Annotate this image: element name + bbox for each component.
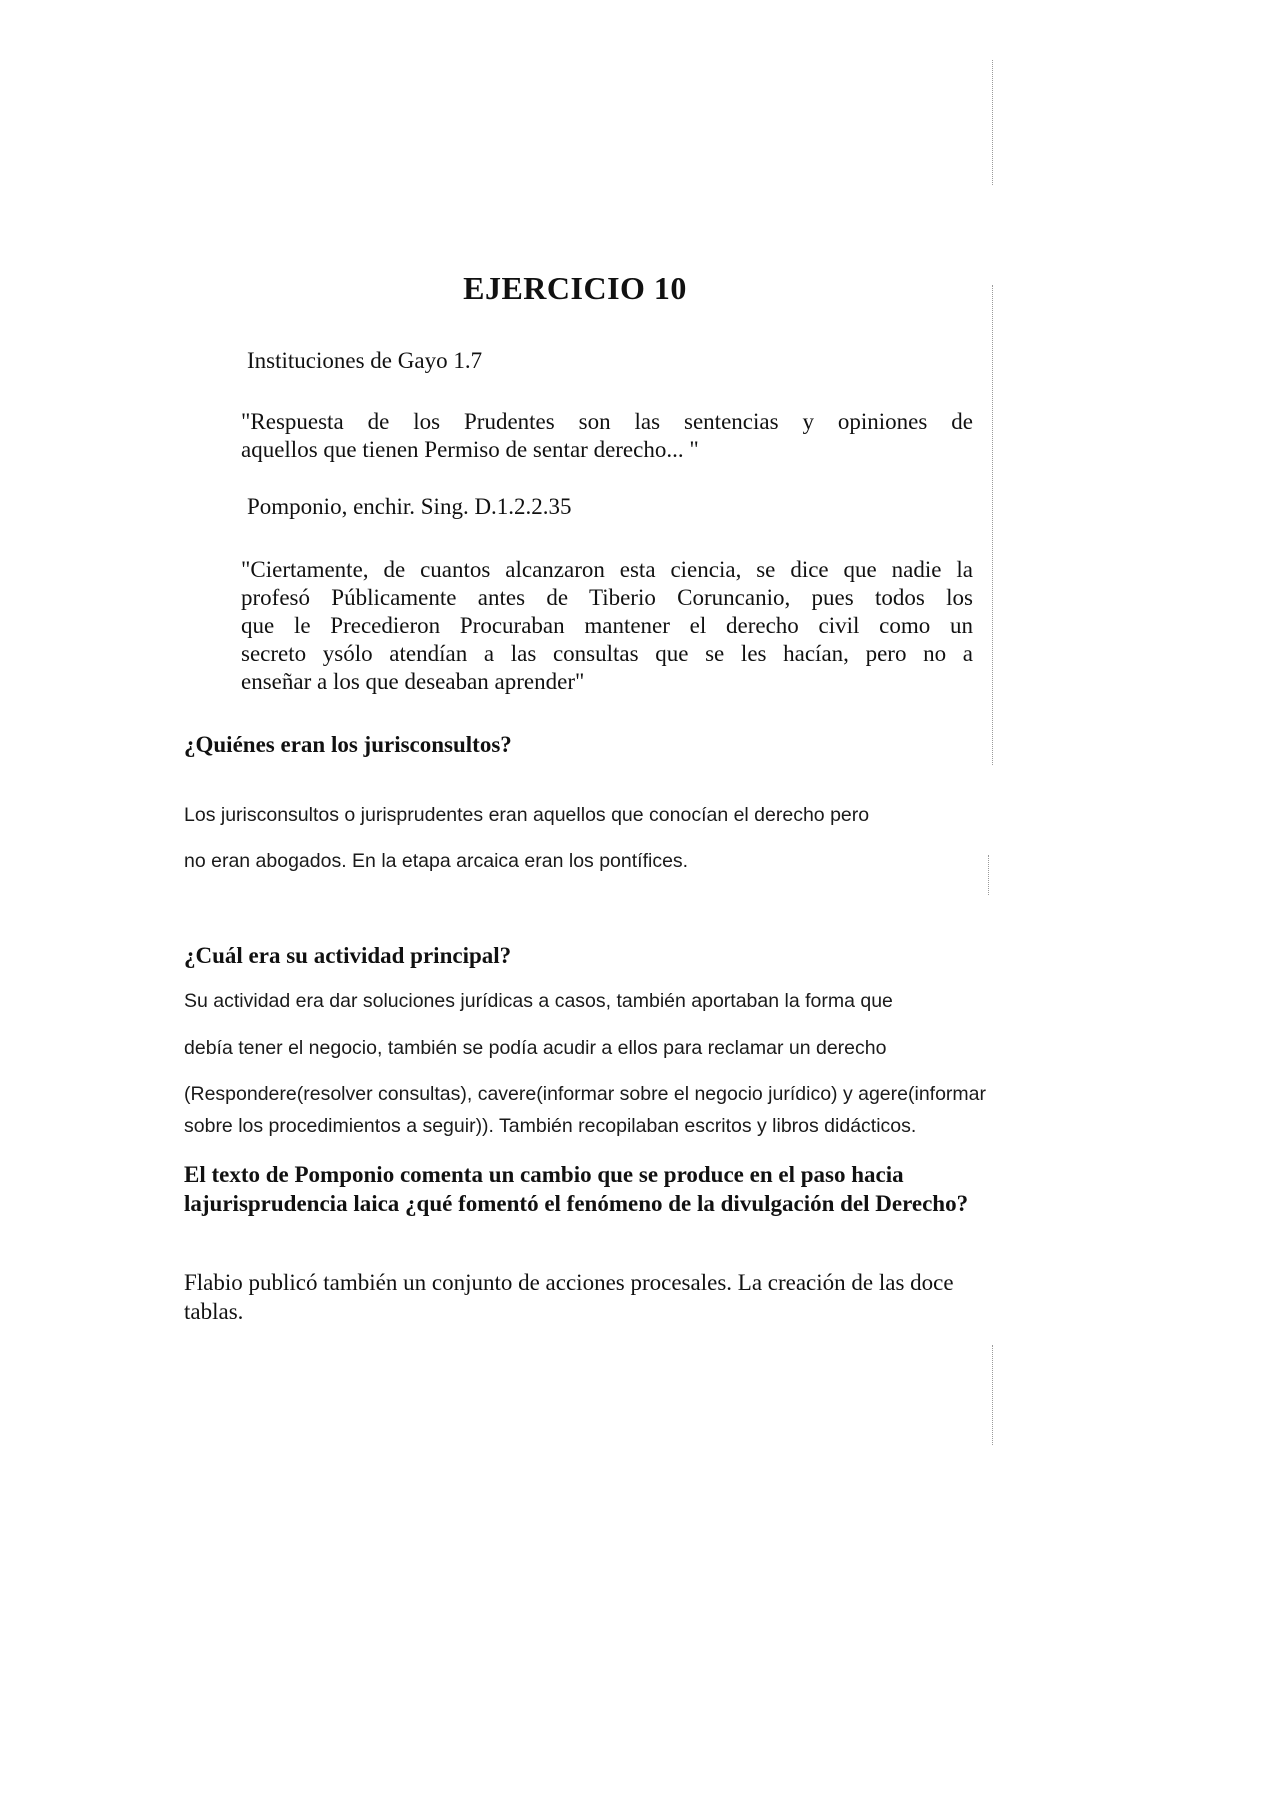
answer-line: no eran abogados. En la etapa arcaica eran los pontífices. (184, 850, 689, 872)
quote-line: "Ciertamente, de cuantos alcanzaron esta ciencia, se dice que nadie la (241, 557, 973, 582)
question-line: El texto de Pomponio comenta un cambio que se produce en el paso hacia (184, 1162, 904, 1187)
quote-gayo (241, 408, 973, 464)
answer-line: Flabio publicó también un conjunto de acciones procesales. La creación de las doce (184, 1270, 954, 1295)
answer-divulgacion (184, 1268, 1064, 1326)
scan-artifact (992, 285, 993, 765)
source-citation-pomponio: Pomponio, enchir. Sing. D.1.2.2.35 (247, 494, 572, 519)
scan-artifact (988, 855, 989, 895)
answer-line: Su actividad era dar soluciones jurídicas a casos, también aportaban la forma que (184, 990, 893, 1012)
scan-artifact (992, 60, 993, 185)
quote-line: "Respuesta de los Prudentes son las sentencias y opiniones de (241, 409, 973, 434)
question-line: lajurisprudencia laica ¿qué fomentó el fenómeno de la divulgación del Derecho? (184, 1191, 969, 1216)
quote-line: que le Precedieron Procuraban mantener el derecho civil como un (241, 613, 973, 638)
answer-line: tablas. (184, 1299, 244, 1324)
quote-line: aquellos que tienen Permiso de sentar derecho... " (241, 437, 699, 462)
answer-line: debía tener el negocio, también se podía acudir a ellos para reclamar un derecho (184, 1037, 887, 1059)
quote-line: secreto ysólo atendían a las consultas que se les hacían, pero no a (241, 641, 973, 666)
question-jurisconsultos: ¿Quiénes eran los jurisconsultos? (184, 732, 512, 757)
source-citation-gayo: Instituciones de Gayo 1.7 (247, 348, 483, 373)
scan-artifact (992, 1345, 993, 1445)
quote-pomponio (241, 556, 973, 696)
page-title: EJERCICIO 10 (463, 270, 687, 306)
quote-line: profesó Públicamente antes de Tiberio Coruncanio, pues todos los (241, 585, 973, 610)
question-divulgacion (184, 1160, 1084, 1218)
quote-line: enseñar a los que deseaban aprender" (241, 669, 585, 694)
answer-line: Los jurisconsultos o jurisprudentes eran aquellos que conocían el derecho pero (184, 804, 870, 826)
question-actividad: ¿Cuál era su actividad principal? (184, 943, 512, 968)
answer-line: (Respondere(resolver consultas), cavere(informar sobre el negocio jurídico) y agere(informar (184, 1083, 987, 1105)
answer-line: sobre los procedimientos a seguir)). También recopilaban escritos y libros didácticos. (184, 1115, 917, 1137)
